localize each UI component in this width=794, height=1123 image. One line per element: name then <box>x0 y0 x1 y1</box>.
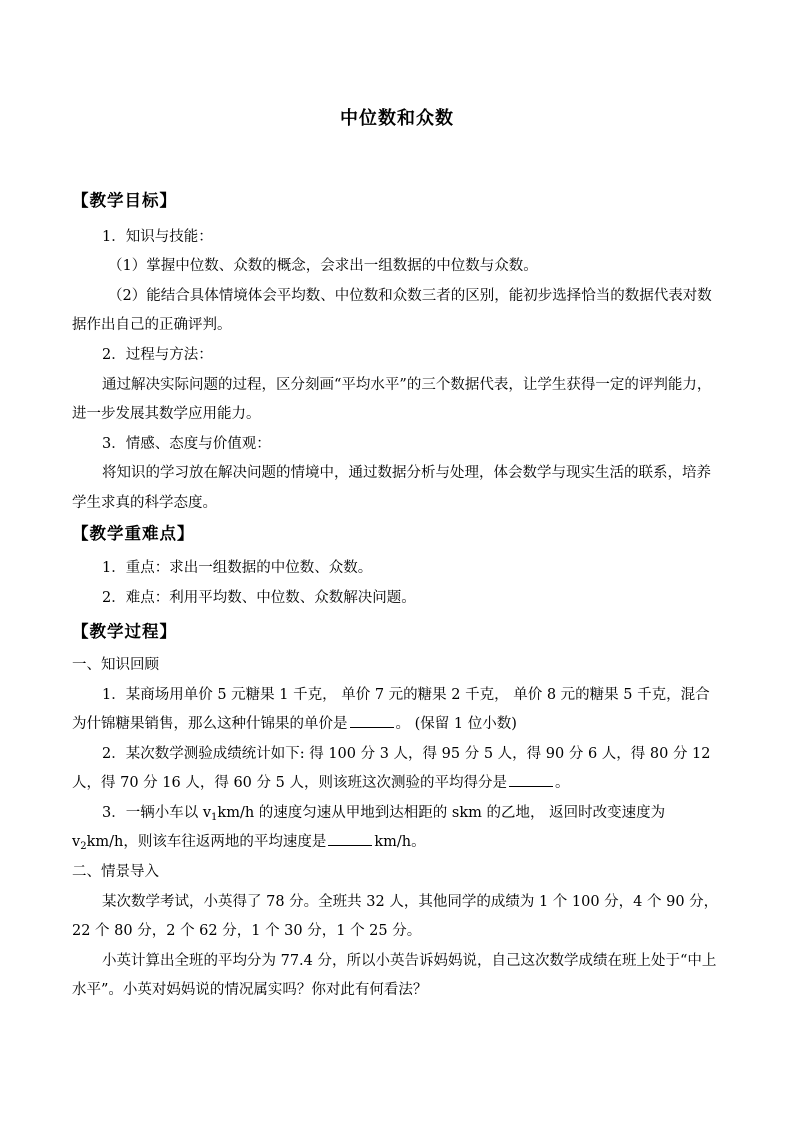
goal-1-heading: 1．知识与技能： <box>102 228 213 245</box>
goal-1-b: （2）能结合具体情境体会平均数、中位数和众数三者的区别，能初步选择恰当的数据代表对数据作出自己的正确评判。 <box>72 287 712 334</box>
goal-3-text: 将知识的学习放在解决问题的情境中，通过数据分析与处理，体会数学与现实生活的联系，培养学生求真的科学态度。 <box>72 465 711 511</box>
answer-blank <box>328 831 372 846</box>
part-2-heading: 二、情景导入 <box>72 864 159 881</box>
question-3-text-a: 3．一辆小车以 v <box>102 804 212 821</box>
document-body <box>72 186 722 1006</box>
question-2-tail: 。 <box>554 775 570 792</box>
scenario-paragraph-2: 小英计算出全班的平均分为 77.4 分，所以小英告诉妈妈说，自己这次数学成绩在班上处于“中上水平”。小英对妈妈说的情况属实吗？你对此有何看法？ <box>72 952 717 999</box>
question-2-text: 2．某次数学测验成绩统计如下: 得 100 分 3 人，得 95 分 5 人，得 90 分 6 人，得 80 分 12 人，得 70 分 16 人，得 60 分 5 人，则该班这次测验的平均得分是 <box>72 745 711 792</box>
scenario-paragraph-1: 某次数学考试，小英得了 78 分。全班共 32 人，其他同学的成绩为 1 个 100 分，4 个 90 分，22 个 80 分，2 个 62 分，1 个 30 分，1 个 25 分。 <box>72 893 719 940</box>
section-heading-key-points: 【教学重难点】 <box>72 523 195 543</box>
section-heading-process: 【教学过程】 <box>72 622 177 642</box>
question-3-text-c: km/h，则该车往返两地的平均速度是 <box>86 834 327 851</box>
question-2 <box>72 740 722 799</box>
page-title: 中位数和众数 <box>340 108 454 129</box>
key-point-2: 2．难点：利用平均数、中位数、众数解决问题。 <box>102 589 416 606</box>
section-heading-goals: 【教学目标】 <box>72 191 177 210</box>
part-1-heading: 一、知识回顾 <box>72 656 159 673</box>
goal-2-text: 通过解决实际问题的过程，区分刻画“平均水平”的三个数据代表，让学生获得一定的评判能力，进一步发展其数学应用能力。 <box>72 376 712 423</box>
question-1 <box>72 681 722 740</box>
goal-1-a: （1）掌握中位数、众数的概念，会求出一组数据的中位数与众数。 <box>108 258 538 275</box>
answer-blank <box>350 713 394 728</box>
question-3-text-b: km/h 的速度匀速从甲地到达相距的 skm 的乙地， 返回时改变速度为 v <box>72 804 666 851</box>
subscript-1: 1 <box>211 811 218 823</box>
goal-3-heading: 3．情感、态度与价值观： <box>102 435 271 452</box>
answer-blank <box>509 772 553 787</box>
question-1-text: 1．某商场用单价 5 元糖果 1 千克， 单价 7 元的糖果 2 千克， 单价 8 元的糖果 5 千克，混合为什锦糖果销售，那么这种什锦果的单价是 <box>72 686 710 733</box>
goal-2-heading: 2．过程与方法： <box>102 346 213 363</box>
subscript-2: 2 <box>80 841 87 853</box>
question-1-tail: 。 (保留 1 位小数) <box>395 716 517 733</box>
question-3-tail: km/h。 <box>374 834 426 851</box>
key-point-1: 1．重点：求出一组数据的中位数、众数。 <box>102 560 373 577</box>
question-3 <box>72 799 722 858</box>
